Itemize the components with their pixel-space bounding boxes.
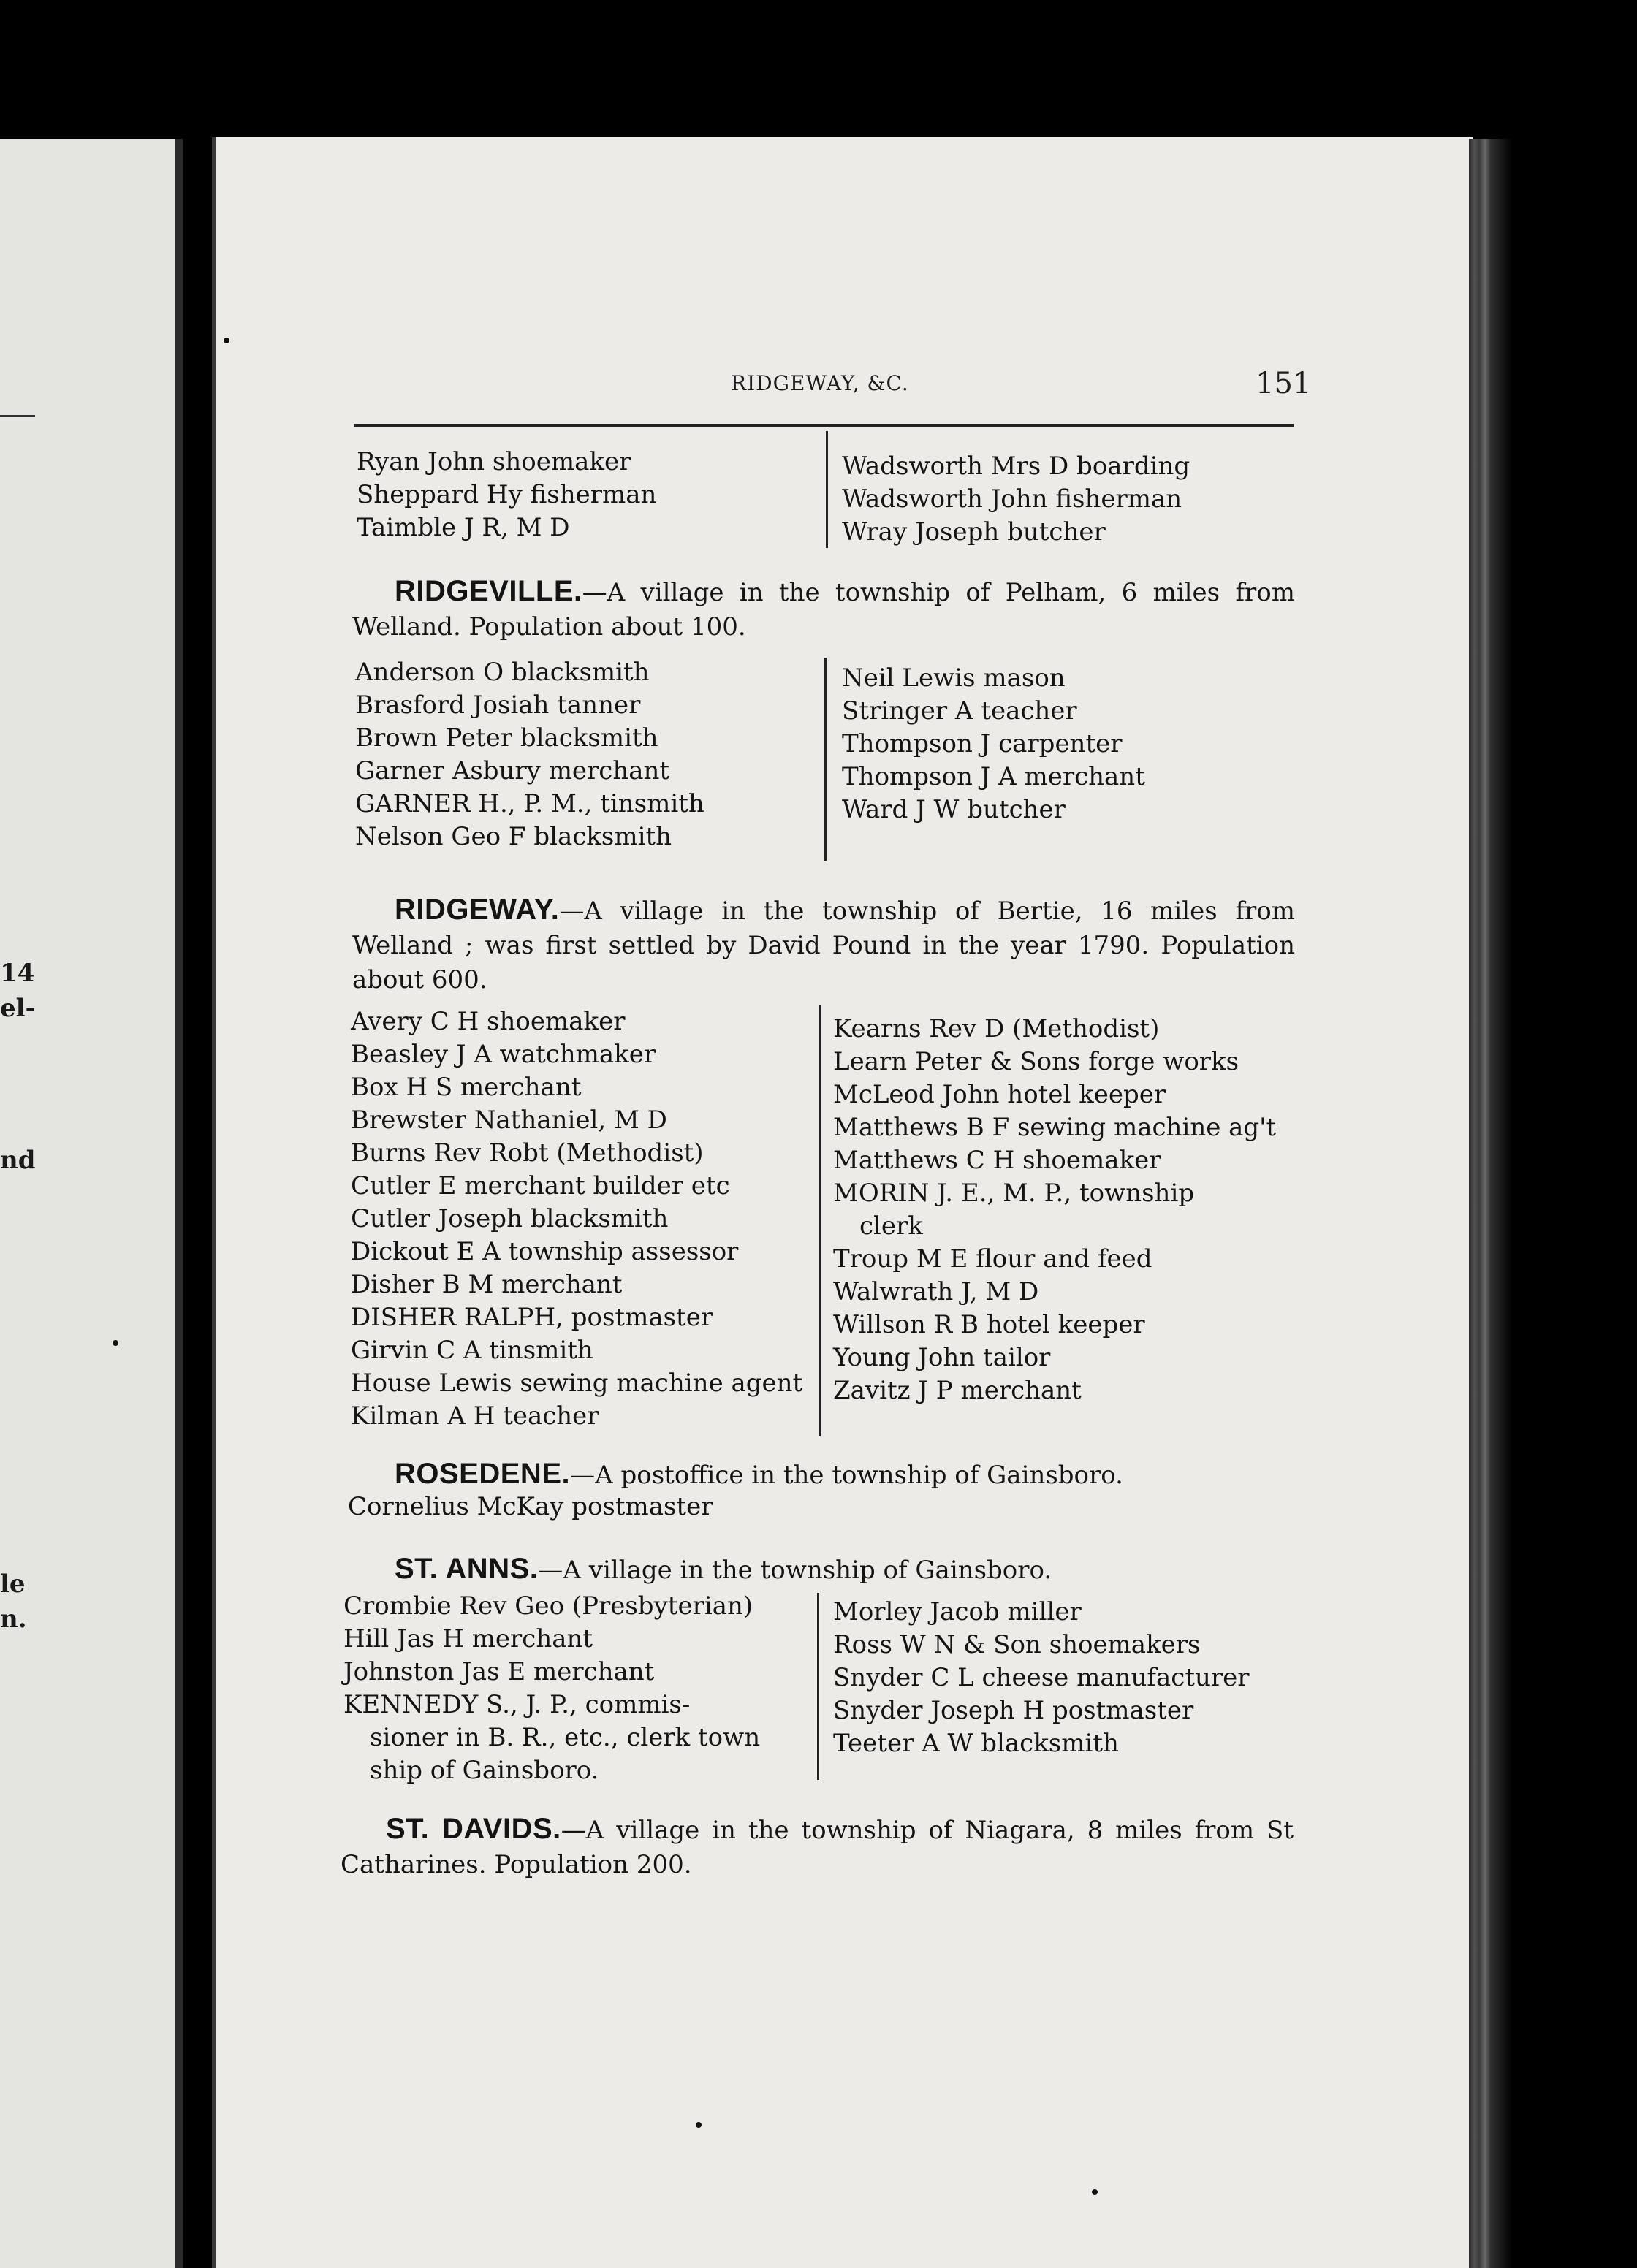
list-item: Kilman A H teacher <box>351 1401 599 1431</box>
st-anns-list-left <box>343 1590 760 1787</box>
list-item: Wadsworth John fisherman <box>842 484 1182 514</box>
st-anns-list-right <box>833 1596 1250 1760</box>
list-item: Cutler E merchant builder etc <box>351 1171 730 1200</box>
list-item: clerk <box>859 1211 923 1241</box>
list-item: Walwrath J, M D <box>833 1277 1039 1306</box>
rosedene-entry <box>348 1491 713 1523</box>
list-item: sioner in B. R., etc., clerk town <box>370 1723 761 1752</box>
list-item: Nelson Geo F blacksmith <box>355 822 672 851</box>
list-item: Brewster Nathaniel, M D <box>351 1106 667 1135</box>
list-item: KENNEDY S., J. P., commis- <box>343 1690 691 1719</box>
place-name: RIDGEWAY. <box>395 894 560 926</box>
list-item: Zavitz J P merchant <box>833 1376 1082 1405</box>
section-heading-st-davids <box>341 1812 1294 1882</box>
list-item: Girvin C A tinsmith <box>351 1336 593 1365</box>
list-item: Teeter A W blacksmith <box>833 1729 1119 1758</box>
list-item: Ward J W butcher <box>842 795 1066 824</box>
list-item: MORIN J. E., M. P., township <box>833 1179 1195 1208</box>
place-name: ST. ANNS. <box>395 1553 539 1585</box>
list-item: Learn Peter & Sons forge works <box>833 1047 1239 1076</box>
page-edge <box>1469 139 1637 2268</box>
print-speck <box>696 2122 702 2128</box>
left-page-rule <box>0 415 35 417</box>
column-divider <box>824 658 827 861</box>
list-item: Beasley J A watchmaker <box>351 1040 656 1069</box>
left-page-fragment: 14 <box>0 959 35 988</box>
column-divider <box>817 1593 819 1780</box>
ridgeway-list-right <box>833 1013 1276 1407</box>
left-page-fragment: nd <box>0 1146 36 1175</box>
list-item: Burns Rev Robt (Methodist) <box>351 1138 704 1168</box>
left-page-fragment: n. <box>0 1605 27 1634</box>
place-name: ST. DAVIDS. <box>386 1813 561 1845</box>
print-speck <box>113 1340 118 1346</box>
column-divider <box>818 1005 821 1436</box>
list-item: Neil Lewis mason <box>842 663 1066 693</box>
list-item: House Lewis sewing machine agent <box>351 1369 803 1398</box>
list-item: Stringer A teacher <box>842 696 1077 726</box>
list-item: DISHER RALPH, postmaster <box>351 1303 713 1332</box>
top-list-left <box>357 446 656 544</box>
list-item: Brown Peter blacksmith <box>355 723 658 753</box>
left-page-fragment: el- <box>0 994 36 1023</box>
ridgeway-list-left <box>351 1005 802 1433</box>
place-name: ROSEDENE. <box>395 1458 571 1490</box>
list-item: Thompson J carpenter <box>842 729 1123 758</box>
list-item: Snyder Joseph H postmaster <box>833 1696 1194 1725</box>
running-head: RIDGEWAY, &C. <box>731 371 909 395</box>
column-divider <box>826 431 828 548</box>
list-item: Crombie Rev Geo (Presbyterian) <box>343 1591 753 1621</box>
section-heading-rosedene <box>352 1457 1295 1493</box>
list-item: Morley Jacob miller <box>833 1597 1082 1626</box>
list-item: Matthews C H shoemaker <box>833 1146 1161 1175</box>
list-item: Garner Asbury merchant <box>355 756 670 785</box>
list-item: Box H S merchant <box>351 1073 582 1102</box>
print-speck <box>1092 2189 1098 2195</box>
section-heading-ridgeville <box>352 574 1295 644</box>
place-description: —A postoffice in the township of Gainsboro. <box>570 1461 1123 1490</box>
print-speck <box>224 338 229 343</box>
list-item: Matthews B F sewing machine ag't <box>833 1113 1277 1142</box>
list-item: Avery C H shoemaker <box>351 1007 626 1036</box>
list-item: Snyder C L cheese manufacturer <box>833 1663 1250 1692</box>
left-page <box>0 139 183 2268</box>
place-description: —A village in the township of Bertie, 16 miles from Welland ; was first settled by David Pound in the year 1790. Population about 600. <box>352 897 1295 994</box>
list-item: Taimble J R, M D <box>357 513 570 542</box>
list-item: Hill Jas H merchant <box>343 1624 593 1654</box>
place-description: —A village in the township of Gainsboro. <box>538 1556 1052 1585</box>
list-item: Wadsworth Mrs D boarding <box>842 452 1190 481</box>
page-number: 151 <box>1256 367 1312 400</box>
ridgeville-list-left <box>355 656 704 853</box>
place-description: —A village in the township of Niagara, 8 miles from St Catharines. Population 200. <box>341 1816 1294 1879</box>
section-heading-ridgeway <box>352 893 1295 997</box>
list-item: Dickout E A township assessor <box>351 1237 739 1266</box>
list-item: ship of Gainsboro. <box>370 1756 599 1785</box>
list-item: Wray Joseph butcher <box>842 517 1106 547</box>
list-item: Thompson J A merchant <box>842 762 1145 791</box>
list-item: Troup M E flour and feed <box>833 1244 1152 1274</box>
list-item: Young John tailor <box>833 1343 1051 1372</box>
list-item: Ross W N & Son shoemakers <box>833 1630 1201 1659</box>
place-description: —A village in the township of Pelham, 6 miles from Welland. Population about 100. <box>352 578 1295 642</box>
ridgeville-list-right <box>842 662 1145 826</box>
list-item: Sheppard Hy fisherman <box>357 480 657 509</box>
list-item: Johnston Jas E merchant <box>343 1657 655 1686</box>
list-item: Cornelius McKay postmaster <box>348 1492 713 1521</box>
left-page-fragment: le <box>0 1569 26 1599</box>
list-item: Brasford Josiah tanner <box>355 690 641 720</box>
list-item: McLeod John hotel keeper <box>833 1080 1166 1109</box>
list-item: Ryan John shoemaker <box>357 447 631 476</box>
list-item: Kearns Rev D (Methodist) <box>833 1014 1160 1043</box>
list-item: GARNER H., P. M., tinsmith <box>355 789 704 818</box>
place-name: RIDGEVILLE. <box>395 575 582 607</box>
list-item: Cutler Joseph blacksmith <box>351 1204 669 1233</box>
section-heading-st-anns <box>352 1552 1295 1588</box>
header-rule <box>354 424 1294 427</box>
list-item: Willson R B hotel keeper <box>833 1310 1145 1339</box>
list-item: Anderson O blacksmith <box>355 658 650 687</box>
top-list-right <box>842 450 1190 549</box>
list-item: Disher B M merchant <box>351 1270 623 1299</box>
